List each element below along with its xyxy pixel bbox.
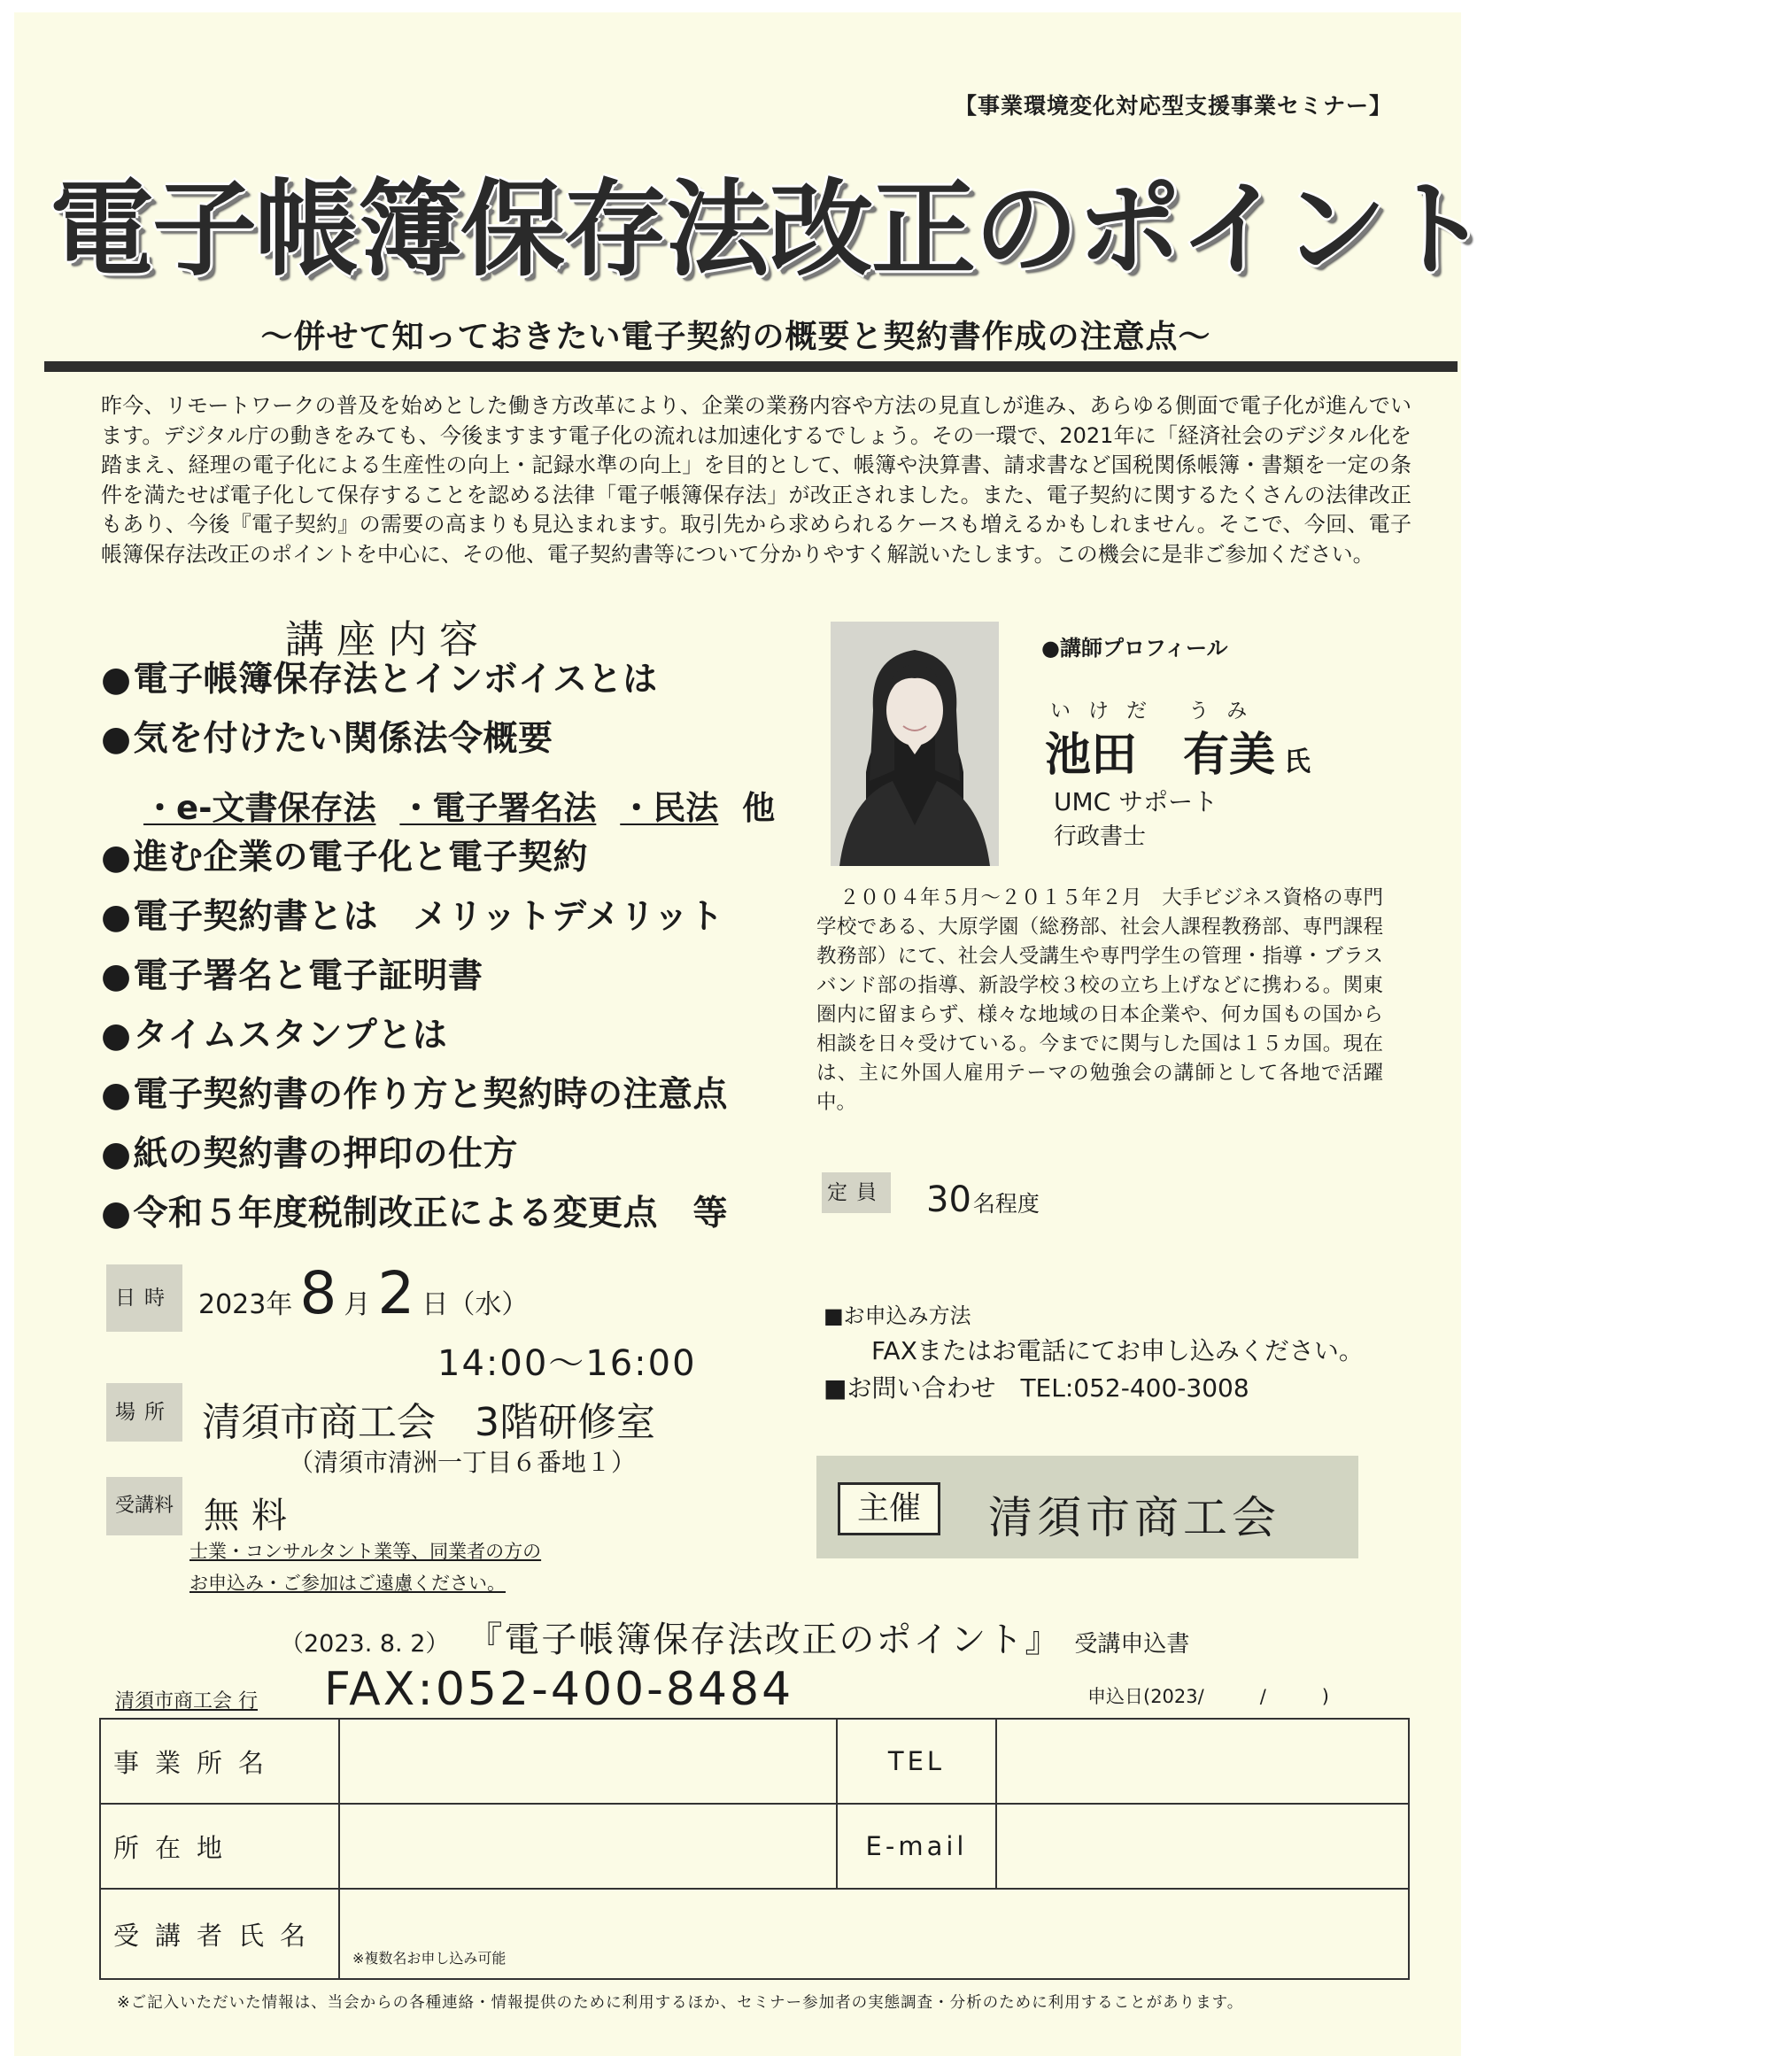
course-item: ● 電子帳簿保存法とインボイスとは — [101, 652, 728, 711]
title-divider — [44, 361, 1458, 372]
day-unit: 日 — [421, 1289, 449, 1320]
business-name-label: 事業所名 — [100, 1719, 339, 1804]
email-field[interactable] — [996, 1804, 1409, 1889]
privacy-note: ※ご記入いただいた情報は、当会からの各種連絡・情報提供のために利用するほか、セミナー参加者の実態調査・分析のために利用することがあります。 — [117, 1994, 1244, 2012]
email-label: E-mail — [837, 1804, 996, 1889]
course-item: ● タイムスタンプとは — [101, 1008, 728, 1067]
fee-value: 無料 — [204, 1496, 299, 1536]
intro-paragraph: 昨今、リモートワークの普及を始めとした働き方改革により、企業の業務内容や方法の見直しが進み、あらゆる側面で電子化が進んでいます。デジタル庁の動きをみても、今後ますます電子化の流れは加速化するでしょう。その一環で、2021年に「経済社会のデジタル化を踏まえ、経理の電子化による生産性の向上・記録水準の向上」を目的として、帳簿や決算書、請求書など国税関係帳簿・書類を一定の条件を満たせば電子化して保存することを認める法律「電子帳簿保存法」が改正されました。また、電子契約に関するたくさんの法律改正もあり、今後『電子契約』の需要の高まりも見込まれます。取引先から求められるケースも増えるかもしれません。そこで、今回、電子帳簿保存法改正のポイントを中心に、その他、電子契約書等について分かりやすく解説いたします。この機会に是非ご参加ください。 — [101, 393, 1411, 567]
course-list — [101, 652, 728, 1245]
profile-label: ●講師プロフィール — [1041, 636, 1228, 661]
intro-text — [101, 391, 1411, 569]
name-suffix: 氏 — [1284, 746, 1311, 777]
event-date — [198, 1259, 528, 1327]
event-year: 2023年 — [198, 1289, 293, 1320]
page-subtitle: ～併せて知っておきたい電子契約の概要と契約書作成の注意点～ — [260, 319, 1211, 355]
instructor-name-text: 池田 有美 — [1045, 729, 1276, 782]
event-day: 2 — [377, 1259, 415, 1327]
law-item: ・e-文書保存法 — [143, 789, 376, 827]
course-heading: 講座内容 — [285, 617, 491, 662]
address-field[interactable] — [339, 1804, 837, 1889]
attendee-note: ※複数名お申し込み可能 — [352, 1950, 507, 1967]
page-title: 電子帳簿保存法改正のポイント — [50, 168, 1489, 290]
attendee-label: 受講者氏名 — [100, 1889, 339, 1979]
related-laws — [143, 781, 775, 829]
flyer-sheet — [14, 12, 1489, 2056]
portrait-image — [831, 622, 999, 866]
course-item: ● 紙の契約書の押印の仕方 — [101, 1126, 728, 1186]
course-item: ● 進む企業の電子化と電子契約 — [101, 830, 728, 889]
course-item: ● 電子契約書とは メリットデメリット — [101, 889, 728, 948]
capacity-number: 30 — [926, 1179, 971, 1220]
apply-method-text: FAXまたはお電話にてお申し込みください。 — [871, 1336, 1364, 1365]
event-time: 14:00～16:00 — [437, 1343, 697, 1384]
course-item: ● 電子署名と電子証明書 — [101, 948, 728, 1008]
form-heading — [280, 1612, 1189, 1662]
form-recipient: 清須市商工会 行 — [115, 1690, 258, 1712]
name-reading: いけだ うみ — [1050, 700, 1265, 723]
form-date: （2023. 8. 2） — [280, 1630, 450, 1658]
fee-note — [189, 1535, 541, 1599]
law-suffix: 他 — [742, 789, 776, 827]
organizer-label: 主催 — [838, 1482, 940, 1535]
fee-note-line: お申込み・ご参加はご遠慮ください。 — [189, 1573, 506, 1594]
course-item: ● 令和５年度税制改正による変更点 等 — [101, 1186, 728, 1245]
venue-name: 清須市商工会 3階研修室 — [202, 1400, 655, 1445]
form-subject-suffix: 受講申込書 — [1074, 1631, 1190, 1658]
course-item: ● 気を付けたい関係法令概要 — [101, 711, 728, 770]
application-form — [99, 1718, 1410, 1980]
event-month: 8 — [299, 1259, 337, 1327]
law-item: ・電子署名法 — [399, 789, 597, 827]
application-date: 申込日(2023/ / ) — [1087, 1686, 1329, 1707]
address-label: 所在地 — [100, 1804, 339, 1889]
law-item: ・民法 — [620, 789, 719, 827]
instructor-title: 行政書士 — [1054, 823, 1147, 850]
business-name-field[interactable] — [339, 1719, 837, 1804]
course-item: ● 電子契約書の作り方と契約時の注意点 — [101, 1067, 728, 1126]
organizer-name: 清須市商工会 — [988, 1492, 1280, 1543]
form-subject: 『電子帳簿保存法改正のポイント』 — [484, 1620, 1063, 1660]
venue-address: （清須市清洲一丁目６番地１） — [289, 1448, 637, 1477]
instructor-bio: ２００４年５月～２０１５年２月 大手ビジネス資格の専門学校である、大原学園（総務部、社会人課程教務部、専門課程教務部）にて、社会人受講生や専門学生の管理・指導・ブラスバンド部の指導、新設学校３校の立ち上げなどに携わる。関東圏内に留まらず、様々な地域の日本企業や、何カ国もの国から相談を日々受けている。今までに関与した国は１５カ国。現在は、主に外国人雇用テーマの勉強会の講師として各地で活躍中。 — [816, 886, 1383, 1114]
fax-number: FAX:052-400-8484 — [324, 1663, 794, 1716]
tel-label: TEL — [837, 1719, 996, 1804]
inquiry-line: ■お問い合わせ TEL:052-400-3008 — [824, 1373, 1249, 1403]
event-weekday: （水） — [448, 1289, 529, 1320]
attendee-field[interactable] — [339, 1889, 1409, 1979]
instructor-photo — [831, 622, 999, 866]
capacity-label: 定員 — [822, 1172, 891, 1213]
instructor-name — [1045, 717, 1311, 784]
apply-method-label: ■お申込み方法 — [824, 1303, 971, 1328]
organizer-box — [816, 1456, 1358, 1558]
month-unit: 月 — [344, 1289, 371, 1320]
capacity-unit: 名程度 — [972, 1191, 1040, 1217]
fee-note-line: 士業・コンサルタント業等、同業者の方の — [189, 1541, 542, 1562]
date-label: 日時 — [106, 1264, 182, 1332]
capacity-value — [926, 1179, 1040, 1220]
seminar-tag: 【事業環境変化対応型支援事業セミナー】 — [955, 93, 1393, 119]
venue-label: 場所 — [106, 1383, 182, 1442]
instructor-organization: UMC サポート — [1054, 787, 1218, 816]
tel-field[interactable] — [996, 1719, 1409, 1804]
fee-label: 受講料 — [106, 1477, 182, 1535]
